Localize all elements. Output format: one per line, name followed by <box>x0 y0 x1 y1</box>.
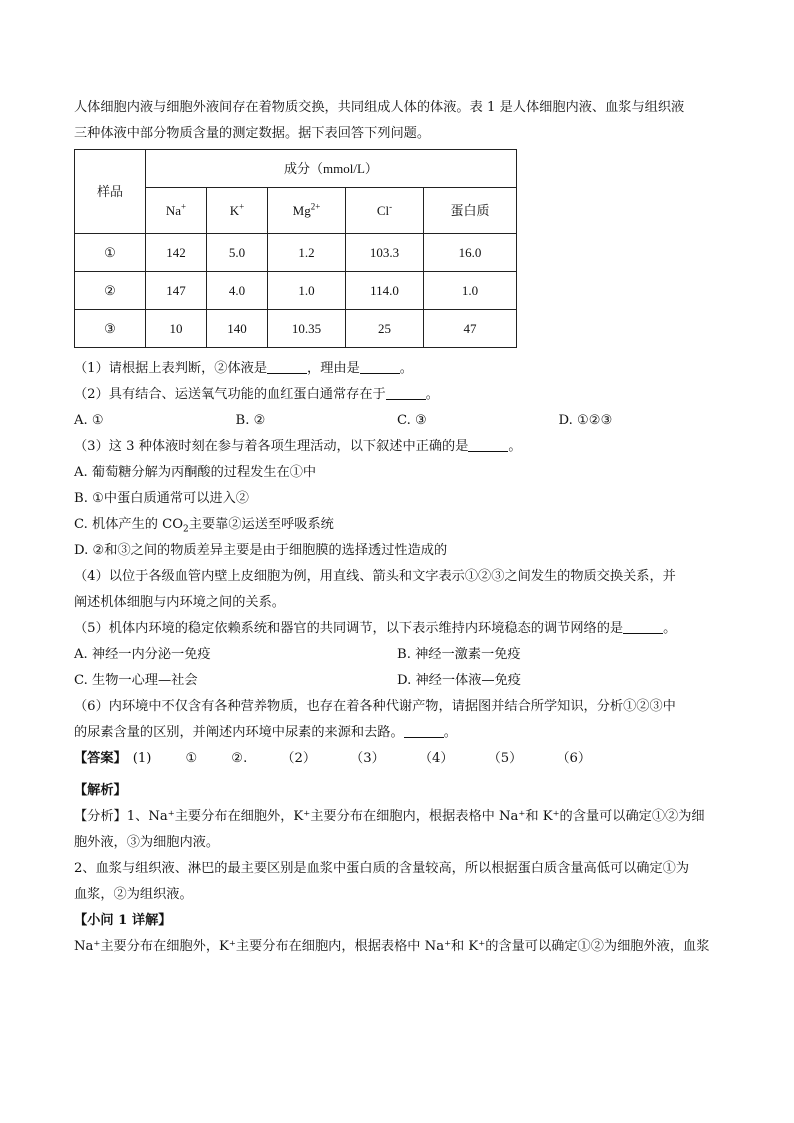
answer-item: ②. <box>231 751 248 766</box>
question-5-options-row-1 <box>74 642 720 668</box>
intro-line-2: 三种体液中部分物质含量的测定数据。据下表回答下列问题。 <box>74 126 431 141</box>
answer-blank <box>267 359 307 374</box>
table-cell: 142 <box>146 234 207 272</box>
answer-item: （4） <box>418 751 454 766</box>
analysis-title: 【解析】 <box>74 783 127 798</box>
table-header-sample: 样品 <box>75 150 146 234</box>
option-a: A. ① <box>74 413 104 428</box>
answer-item: ① <box>185 751 198 766</box>
question-2: （2）具有结合、运送氧气功能的血红蛋白通常存在于 。 <box>74 387 439 402</box>
question-6-line-1: （6）内环境中不仅含有各种营养物质，也存在着各种代谢产物，请据图并结合所学知识，分析①②③中 <box>74 699 676 714</box>
question-6-line-2: 的尿素含量的区别，并阐述内环境中尿素的来源和去路。 。 <box>74 725 457 740</box>
column-header-mg: $Mg^{2+}$ <box>268 188 346 234</box>
analysis-fenxi-line-2: 胞外液，③为细胞内液。 <box>74 835 220 850</box>
answer-blank <box>386 385 426 400</box>
table-header-component: 成分（mmol/L） <box>146 150 517 188</box>
question-3: （3）这 3 种体液时刻在参与着各项生理活动，以下叙述中正确的是 。 <box>74 439 522 454</box>
table-cell: 1.0 <box>268 272 346 310</box>
detail-line-1: Na⁺主要分布在细胞外，K⁺主要分布在细胞内，根据表格中 Na⁺和 K⁺的含量可以确定①②为细胞外液，血浆 <box>74 939 710 954</box>
table-row <box>75 310 517 348</box>
table-cell: 16.0 <box>424 234 517 272</box>
question-3-option-c: C. 机体产生的 $CO_2$主要靠②运送至呼吸系统 <box>74 517 334 535</box>
answer-item: （3） <box>350 751 385 766</box>
question-3-option-a: A. 葡萄糖分解为丙酮酸的过程发生在①中 <box>74 465 317 480</box>
question-4-line-1: （4）以位于各级血管内壁上皮细胞为例，用直线、箭头和文字表示①②③之间发生的物质交换关系，并 <box>74 569 676 584</box>
column-header-protein: 蛋白质 <box>424 188 517 234</box>
column-header-na: Na+ <box>146 188 207 234</box>
answer-item: （6） <box>556 751 592 766</box>
intro-line-1: 人体细胞内液与细胞外液间存在着物质交换，共同组成人体的体液。表 1 是人体细胞内液、血浆与组织液 <box>74 100 685 115</box>
question-5: （5）机体内环境的稳定依赖系统和器官的共同调节，以下表示维持内环境稳态的调节网络的是 。 <box>74 621 677 636</box>
question-2-options <box>74 408 720 434</box>
answer-item: (1) <box>132 751 152 766</box>
row-label: ① <box>75 234 146 272</box>
table-cell: 25 <box>346 310 424 348</box>
answer-line <box>74 746 720 772</box>
answer-blank <box>468 437 508 452</box>
data-table-wrapper <box>74 149 720 348</box>
question-1: （1）请根据上表判断，②体液是 ，理由是 。 <box>74 361 413 376</box>
data-table <box>74 149 517 348</box>
option-d: D. ①②③ <box>558 413 613 428</box>
table-cell: 10 <box>146 310 207 348</box>
table-row <box>75 272 517 310</box>
column-header-k: K+ <box>207 188 268 234</box>
option-b: B. ② <box>235 413 266 428</box>
question-5-options-row-2 <box>74 668 720 694</box>
table-cell: 147 <box>146 272 207 310</box>
row-label: ② <box>75 272 146 310</box>
question-3-option-d: D. ②和③之间的物质差异主要是由于细胞膜的选择透过性造成的 <box>74 543 448 558</box>
answer-key: 【答案】 <box>74 751 127 766</box>
table-cell: 140 <box>207 310 268 348</box>
row-label: ③ <box>75 310 146 348</box>
table-cell: 47 <box>424 310 517 348</box>
table-row <box>75 234 517 272</box>
answer-blank <box>623 619 663 634</box>
table-cell: 4.0 <box>207 272 268 310</box>
option-a: A. 神经一内分泌一免疫 <box>74 647 211 662</box>
answer-item: （2） <box>281 751 317 766</box>
question-3-option-b: B. ①中蛋白质通常可以进入② <box>74 491 249 506</box>
table-cell: 114.0 <box>346 272 424 310</box>
option-c: C. ③ <box>397 413 427 428</box>
table-cell: 1.2 <box>268 234 346 272</box>
analysis-fenxi-line-1: 【分析】1、Na⁺主要分布在细胞外，K⁺主要分布在细胞内，根据表格中 Na⁺和 K⁺的含量可以确定①②为细 <box>74 809 705 824</box>
table-cell: 103.3 <box>346 234 424 272</box>
analysis-point-2-line-1: 2、血浆与组织液、淋巴的最主要区别是血浆中蛋白质的含量较高，所以根据蛋白质含量高低可以确定①为 <box>74 861 690 876</box>
analysis-point-2-line-2: 血浆，②为组织液。 <box>74 887 193 902</box>
option-d: D. 神经一体液—免疫 <box>397 673 521 688</box>
table-cell: 5.0 <box>207 234 268 272</box>
detail-title: 【小问 1 详解】 <box>74 913 172 928</box>
answer-blank <box>404 723 444 738</box>
table-cell: 1.0 <box>424 272 517 310</box>
answer-blank <box>360 359 400 374</box>
table-cell: 10.35 <box>268 310 346 348</box>
option-c: C. 生物一心理—社会 <box>74 673 198 688</box>
answer-item: （5） <box>487 751 523 766</box>
column-header-cl: Cl- <box>346 188 424 234</box>
option-b: B. 神经一激素一免疫 <box>397 647 521 662</box>
question-4-line-2: 阐述机体细胞与内环境之间的关系。 <box>74 595 285 610</box>
